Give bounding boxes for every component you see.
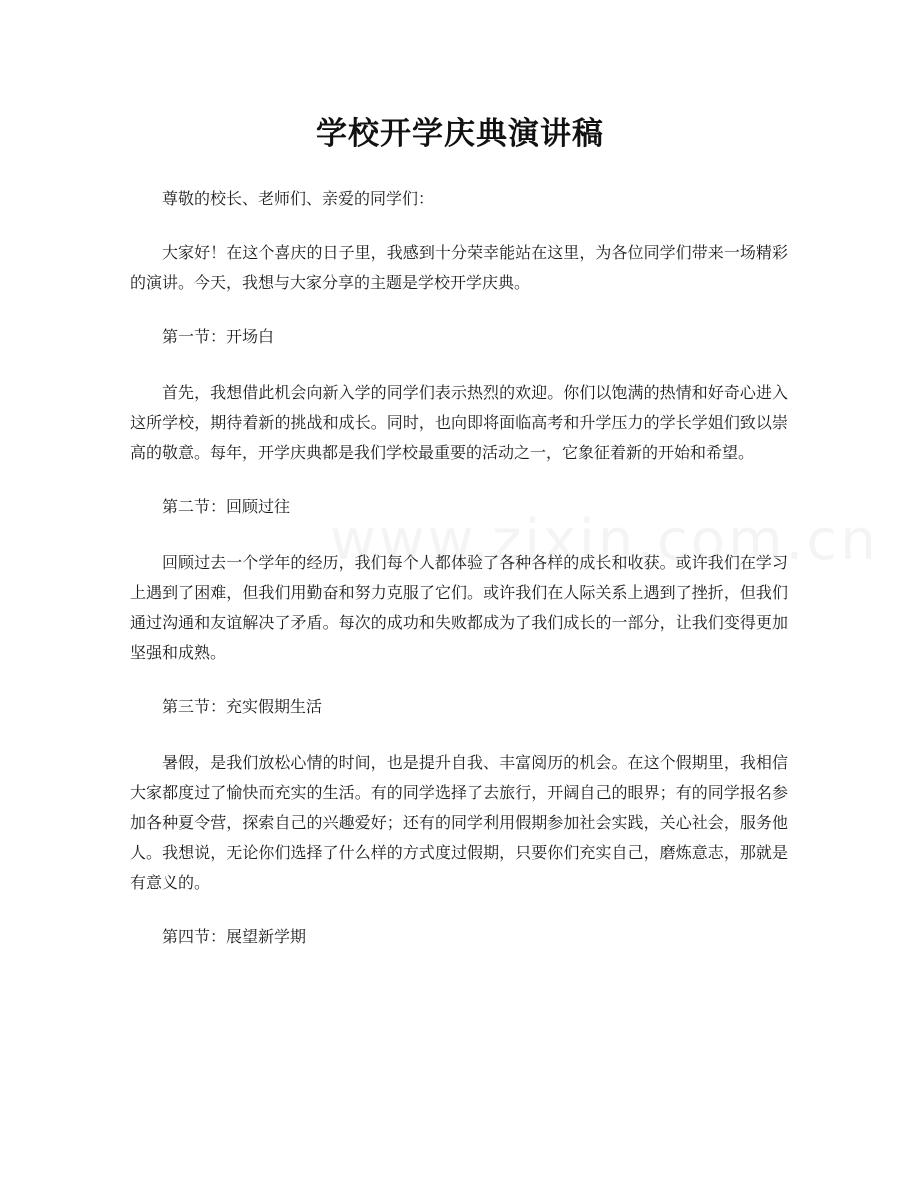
body-paragraph: 暑假，是我们放松心情的时间，也是提升自我、丰富阅历的机会。在这个假期里，我相信大家都度过了愉快而充实的生活。有的同学选择了去旅行，开阔自己的眼界；有的同学报名参加各种夏令营，探索自己的兴趣爱好；还有的同学利用假期参加社会实践，关心社会，服务他人。我想说，无论你们选择了什么样的方式度过假期，只要你们充实自己，磨炼意志，那就是有意义的。	[130, 753, 788, 892]
section-heading: 第三节：充实假期生活	[162, 697, 323, 716]
document-title: 学校开学庆典演讲稿	[316, 116, 604, 152]
section-heading: 第一节：开场白	[162, 327, 275, 346]
body-paragraph: 大家好！在这个喜庆的日子里，我感到十分荣幸能站在这里，为各位同学们带来一场精彩的演讲。今天，我想与大家分享的主题是学校开学庆典。	[130, 243, 788, 292]
document-body	[130, 184, 788, 978]
body-paragraph: 回顾过去一个学年的经历，我们每个人都体验了各种各样的成长和收获。或许我们在学习上遇到了困难，但我们用勤奋和努力克服了它们。或许我们在人际关系上遇到了挫折，但我们通过沟通和友谊解决了矛盾。每次的成功和失败都成为了我们成长的一部分，让我们变得更加坚强和成熟。	[130, 553, 788, 662]
salutation: 尊敬的校长、老师们、亲爱的同学们：	[162, 189, 435, 208]
section-heading: 第四节：展望新学期	[162, 927, 307, 946]
body-paragraph: 首先，我想借此机会向新入学的同学们表示热烈的欢迎。你们以饱满的热情和好奇心进入这所学校，期待着新的挑战和成长。同时，也向即将面临高考和升学压力的学长学姐们致以崇高的敬意。每年，开学庆典都是我们学校最重要的活动之一，它象征着新的开始和希望。	[130, 383, 788, 462]
section-heading: 第二节：回顾过往	[162, 497, 291, 516]
